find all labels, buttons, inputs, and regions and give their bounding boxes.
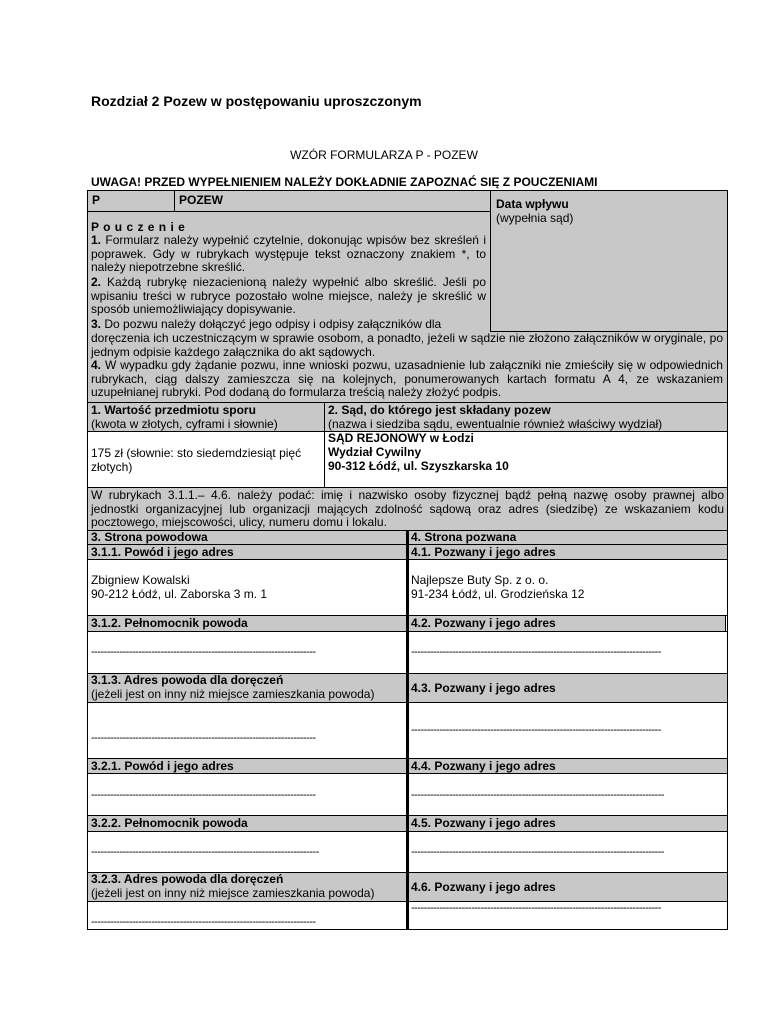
section-322-header [87,815,408,832]
instruction-2-text: Każdą rubrykę niezacienioną należy wypełnić albo skreślić. Jeśli po wpisaniu treści w rubryce pozostało wolne miejsce, należy je skreślić w sposób uniemożliwiający dopisywanie. [91,275,486,317]
section-44-header [407,758,728,774]
section-1-title: 1. Wartość przedmiotu sporu [91,403,256,417]
section-313-note: (jeżeli jest on inny niż miejsce zamieszkania powoda) [91,687,375,701]
section-1-note: (kwota w złotych, cyframi i słownie) [91,417,278,431]
parties-instruction-text: W rubrykach 3.1.1.– 4.6. należy podać: imię i nazwisko osoby fizycznej bądź pełną nazwę osoby prawnej albo jednostki organizacyjnej lub organizacji mających zdolność sądową oraz adres (siedzibę) ze wskazaniem kodu pocztowego, miejscowości, ulicy, numeru domu i lokalu. [91,488,724,530]
instruction-1-text: Formularz należy wypełnić czytelnie, dokonując wpisów bez skreśleń i poprawek. Gdy w rubrykach występuje tekst oznaczony znakiem *, to należy niepotrzebne skreślić. [91,233,486,275]
defendant-name: Najlepsze Buty Sp. z o. o. [411,573,549,587]
instruction-2-num: 2. [91,275,102,289]
section-2-note: (nazwa i siedziba sądu, ewentualnie również właściwy wydział) [328,417,663,431]
section-321-line: ----------------------------------------------------------------------- [91,789,316,801]
section-321-title: 3.2.1. Powód i jego adres [91,759,234,773]
section-311-title: 3.1.1. Powód i jego adres [91,545,234,559]
section-41-title: 4.1. Pozwany i jego adres [411,545,556,559]
plaintiff-name: Zbigniew Kowalski [91,573,190,587]
instruction-3-num: 3. [91,317,102,331]
section-321-header [87,758,408,774]
instruction-4-text: W wypadku gdy żądanie pozwu, inne wnioski pozwu, uzasadnienie lub załączniki nie zmieściły się w odpowiednich rubrykach, ciąg dalszy zamieszcza się na kolejnych, ponumerowanych kartach formatu A 4, ze wskazaniem uzupełnianej rubryki. Pod dodaną do formularza treścią należy złożyć podpis. [91,358,723,400]
section-42-field[interactable] [407,631,728,674]
party-divider [406,530,409,930]
plaintiff-address-field[interactable] [87,559,408,616]
form-title: WZÓR FORMULARZA P - POZEW [290,148,478,162]
section-42-line: ------------------------------------------------------------------------------- [411,646,661,658]
section-45-header [407,815,728,832]
instructions-title: P o u c z e n i e [91,220,186,234]
section-312-field[interactable] [87,631,408,674]
section-42-title: 4.2. Pozwany i jego adres [411,616,556,630]
section-322-title: 3.2.2. Pełnomocnik powoda [91,816,248,830]
plaintiff-side-title: 3. Strona powodowa [91,530,208,544]
section-46-header [407,872,728,902]
claim-value: 175 zł (słownie: sto siedemdziesiąt pięć złotych) [91,446,302,474]
section-43-line: ------------------------------------------------------------------------------- [411,724,661,736]
form-name-cell [174,190,491,212]
receipt-date-box [490,190,728,332]
instruction-1 [91,234,486,275]
section-45-line: -------------------------------------------------------------------------------- [411,846,665,858]
section-45-title: 4.5. Pozwany i jego adres [411,816,556,830]
plaintiff-address: 90-212 Łódź, ul. Zaborska 3 m. 1 [91,587,268,601]
section-312-line: ----------------------------------------------------------------------- [91,646,316,658]
receipt-date-label: Data wpływu [496,197,569,211]
section-42-header [407,615,726,632]
section-43-field[interactable] [407,702,728,759]
instruction-3-text-a: Do pozwu należy dołączyć jego odpisy i odpisy załączników dla [104,317,442,331]
section-323-title: 3.2.3. Adres powoda dla doręczeń [91,872,284,886]
section-46-line: ------------------------------------------------------------------------------- [411,902,661,914]
parties-instruction [87,487,728,531]
instruction-1-num: 1. [91,233,102,247]
form-code: P [92,193,101,207]
receipt-date-note: (wypełnia sąd) [496,211,574,225]
court-name: SĄD REJONOWY w Łodzi [328,431,474,445]
warning-text: UWAGA! PRZED WYPEŁNIENIEM NALEŻY DOKŁADNIE ZAPOZNAĆ SIĘ Z POUCZENIAMI [91,175,598,189]
instruction-3b: doręczenia ich uczestniczącym w sprawie osobom, a ponadto, jeżeli w sądzie nie złożono załączników w oryginale, po jednym odpisie każdego załącznika do akt sądowych. [91,331,723,359]
claim-value-field[interactable] [87,431,325,488]
section-46-field[interactable] [407,901,728,930]
instruction-4 [91,359,723,400]
defendant-side-title: 4. Strona pozwana [411,530,517,544]
section-44-field[interactable] [407,773,728,816]
section-322-field[interactable] [87,831,408,873]
section-41-header [407,544,728,560]
chapter-title: Rozdział 2 Pozew w postępowaniu uproszczonym [91,93,422,109]
section-1-header [87,402,325,432]
section-323-header [87,872,408,902]
court-field[interactable] [324,431,728,488]
defendant-address: 91-234 Łódź, ul. Grodzieńska 12 [411,587,585,601]
section-313-field[interactable] [87,702,408,759]
section-313-title: 3.1.3. Adres powoda dla doręczeń [91,673,284,687]
section-312-header [87,615,408,632]
section-2-header [324,402,728,432]
section-323-line: ----------------------------------------------------------------------- [91,916,316,928]
plaintiff-side-header [87,530,408,545]
section-43-title: 4.3. Pozwany i jego adres [411,681,556,695]
section-44-title: 4.4. Pozwany i jego adres [411,759,556,773]
section-2-title: 2. Sąd, do którego jest składany pozew [328,403,551,417]
defendant-side-header [407,530,728,545]
section-44-line: -------------------------------------------------------------------------------- [411,789,665,801]
defendant-address-field[interactable] [407,559,728,616]
section-323-field[interactable] [87,901,408,930]
section-313-header [87,673,408,703]
court-address: 90-312 Łódź, ul. Szyszkarska 10 [328,459,509,473]
form-name: POZEW [179,193,223,207]
section-45-field[interactable] [407,831,728,873]
section-313-line: ----------------------------------------------------------------------- [91,732,316,744]
instruction-4-num: 4. [91,358,102,372]
instruction-2 [91,276,486,317]
section-321-field[interactable] [87,773,408,816]
section-43-header [407,673,728,703]
section-312-title: 3.1.2. Pełnomocnik powoda [91,616,248,630]
court-division: Wydział Cywilny [328,445,422,459]
section-46-title: 4.6. Pozwany i jego adres [411,880,556,894]
instruction-3a [91,318,486,332]
section-323-note: (jeżeli jest on inny niż miejsce zamieszkania powoda) [91,886,375,900]
form-code-cell [87,190,175,212]
section-322-line: ------------------------------------------------------------------------ [91,846,319,858]
section-311-header [87,544,408,560]
